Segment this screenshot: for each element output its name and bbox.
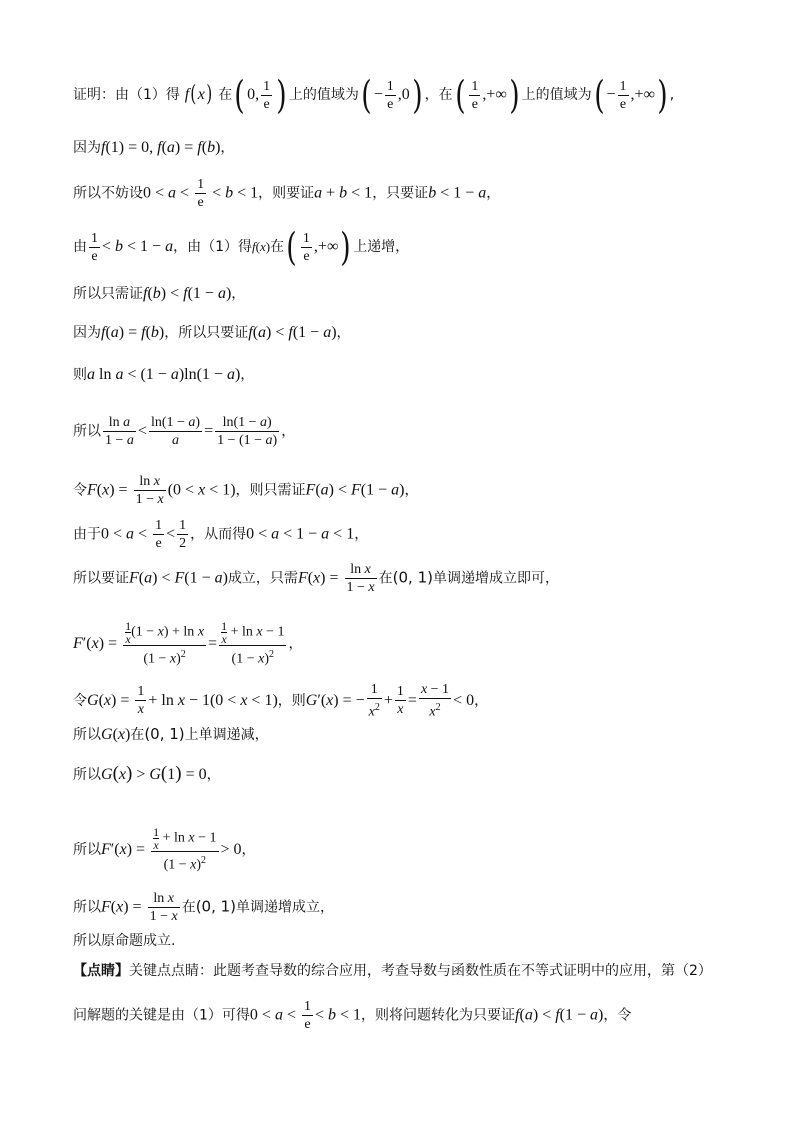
proof-line-6: 因为f(a) = f(b)，所以只要证f(a) < f(1 − a)，	[73, 324, 351, 341]
proof-line-18: 所以原命题成立.	[73, 933, 176, 949]
proof-line-16: 所以F′(x) = $\frac{\frac{1}{x} + \ln x - 1}{(1 - x)^2}$ > 0，	[73, 825, 256, 873]
proof-line-9: 令F(x) = $\frac{\text{ln x}}{1 - x}$ (0 < x < 1)，则只需证F(a) < F(1 − a)，	[73, 474, 419, 507]
proof-line-8: 所以 $\frac{\text{ln a}}{1 - a}$ < $\frac{\ln(1 - a)}{a}$ = $\frac{\ln(1 - a)}{1 - (1 - a)}$ ，	[73, 415, 296, 448]
proof-line-11: 所以要证F(a) < F(1 − a)成立，只需F(x) = $\frac{\text{ln x}}{1 - x}$ 在(0, 1)单调递增成立即可，	[73, 562, 559, 595]
proof-line-17: 所以F(x) = $\frac{\text{ln x}}{1 - x}$ 在(0, 1)单调递增成立，	[73, 891, 335, 924]
proof-line-14: 所以G(x)在(0, 1)上单调递减，	[73, 725, 269, 743]
key-point-line-1: 【点睛】关键点点睛：此题考查导数的综合应用，考查导数与函数性质在不等式证明中的应用，第（2）	[73, 963, 712, 979]
proof-line-10: 由于0 < a < $\frac{1}{e}$ < $\frac{1}{2}$ ，从而得0 < a < 1 − a < 1，	[73, 518, 369, 551]
proof-line-2: 因为f(1) = 0, f(a) = f(b)，	[73, 139, 235, 156]
proof-line-5: 所以只需证f(b) < f(1 − a)，	[73, 285, 246, 302]
proof-line-3: 所以不妨设0 < a < $\frac{1}{e}$ < b < 1，则要证a + b < 1，只要证b < 1 − a，	[73, 177, 501, 210]
proof-line-7: 则a ln a < (1 − a)ln(1 − a)，	[73, 366, 255, 383]
proof-line-1: 证明：由（1）得 f(x) 在( 0, $\frac{1}{e}$ ) 上的值域为( − $\frac{1}{e}$ ,0) ，在( $\frac{1}{e}$ ,+∞) 上的值域为( − $\frac{1}{e}$ ,+∞) ,	[73, 73, 675, 117]
proof-line-12: F′(x) = $\frac{\frac{1}{x}(1 - x) + \ln x}{(1 - x)^2}$ = $\frac{\frac{1}{x} + \ln x - 1}{(1 - x)^2}$ ，	[73, 619, 303, 667]
proof-line-13: 令G(x) = $\frac{1}{x}$ + ln x − 1(0 < x < 1)，则G′(x) = − $\frac{1}{x^2}$ + $\frac{1}{x}$ = $\frac{x - 1}{x^2}$ < 0，	[73, 682, 489, 720]
proof-line-4: 由 $\frac{1}{e}$ < b < 1 − a，由（1）得f(x)在( $\frac{1}{e}$ ,+∞) 上递增，	[73, 225, 410, 269]
key-point-line-2: 问解题的关键是由（1）可得0 < a < $\frac{1}{e}$ < b < 1，则将问题转化为只要证f(a) < f(1 − a)，令	[73, 999, 632, 1032]
proof-line-15: 所以G(x) > G(1) = 0，	[73, 763, 221, 784]
